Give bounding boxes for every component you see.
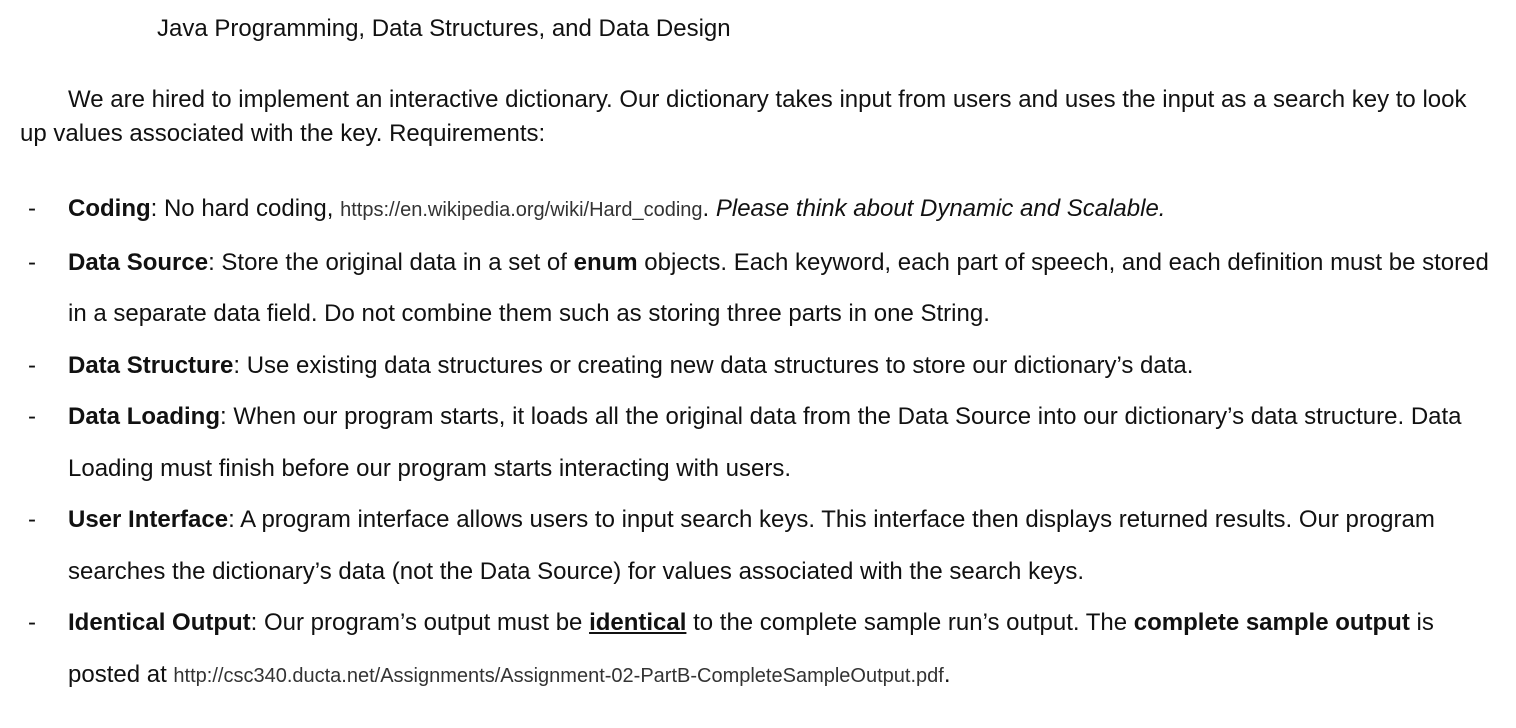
requirement-text: is posted at bbox=[68, 609, 1434, 688]
sample-output-link[interactable]: http://csc340.ducta.net/Assignments/Assignment-02-PartB-CompleteSampleOutput.pdf bbox=[173, 664, 944, 687]
requirement-term: Data Loading bbox=[68, 403, 221, 430]
identical-emphasis: identical bbox=[589, 609, 687, 636]
intro-paragraph: We are hired to implement an interactive dictionary. Our dictionary takes input from users and uses the input as a search key to look up values associated with the key. Requirements: bbox=[20, 86, 1467, 147]
requirement-italic-note: Please think about Dynamic and Scalable. bbox=[715, 195, 1166, 222]
requirement-text: : No hard coding, bbox=[150, 195, 341, 222]
bullet-dash: - bbox=[28, 403, 36, 430]
requirement-coding bbox=[20, 183, 1500, 237]
requirement-data-structure bbox=[20, 340, 1500, 392]
requirement-text: : A program interface allows users to input search keys. This interface then displays returned results. Our program searches the dictionary’s data (not the Data Source) for values associated with the search keys. bbox=[68, 506, 1435, 585]
requirement-text: : Use existing data structures or creating new data structures to store our dictionary’s data. bbox=[233, 351, 1194, 379]
requirement-identical-output bbox=[20, 597, 1500, 702]
requirement-text: . bbox=[943, 660, 951, 688]
requirement-text: . bbox=[702, 195, 716, 222]
document-title: Java Programming, Data Structures, and Data Design bbox=[157, 15, 731, 42]
requirement-text: : Our program’s output must be bbox=[250, 609, 590, 636]
requirement-term: User Interface bbox=[68, 506, 229, 533]
requirement-term: Coding bbox=[68, 195, 151, 222]
requirement-data-source bbox=[20, 237, 1500, 340]
bullet-dash: - bbox=[28, 248, 36, 276]
requirement-text: objects. Each keyword, each part of speech, and each definition must be stored in a separate data field. Do not combine them such as storing three parts in one String. bbox=[68, 248, 1489, 327]
bullet-dash: - bbox=[28, 609, 36, 636]
requirements-list bbox=[20, 183, 1500, 702]
requirement-text: : Store the original data in a set of bbox=[208, 248, 574, 276]
bullet-dash: - bbox=[28, 195, 36, 222]
requirement-user-interface bbox=[20, 494, 1500, 597]
requirement-data-loading bbox=[20, 391, 1500, 494]
enum-keyword: enum bbox=[573, 248, 638, 276]
requirement-text: : When our program starts, it loads all the original data from the Data Source into our dictionary’s data structure. Data Loading must finish before our program starts interacting with users. bbox=[68, 403, 1462, 482]
complete-sample-output-phrase: complete sample output bbox=[1133, 609, 1410, 636]
requirement-term: Data Source bbox=[68, 248, 209, 276]
hard-coding-link[interactable]: https://en.wikipedia.org/wiki/Hard_coding bbox=[340, 199, 703, 221]
bullet-dash: - bbox=[28, 351, 36, 379]
requirement-text: to the complete sample run’s output. The bbox=[686, 609, 1134, 636]
requirement-term: Identical Output bbox=[68, 609, 251, 636]
requirement-term: Data Structure bbox=[68, 351, 234, 379]
bullet-dash: - bbox=[28, 506, 36, 533]
